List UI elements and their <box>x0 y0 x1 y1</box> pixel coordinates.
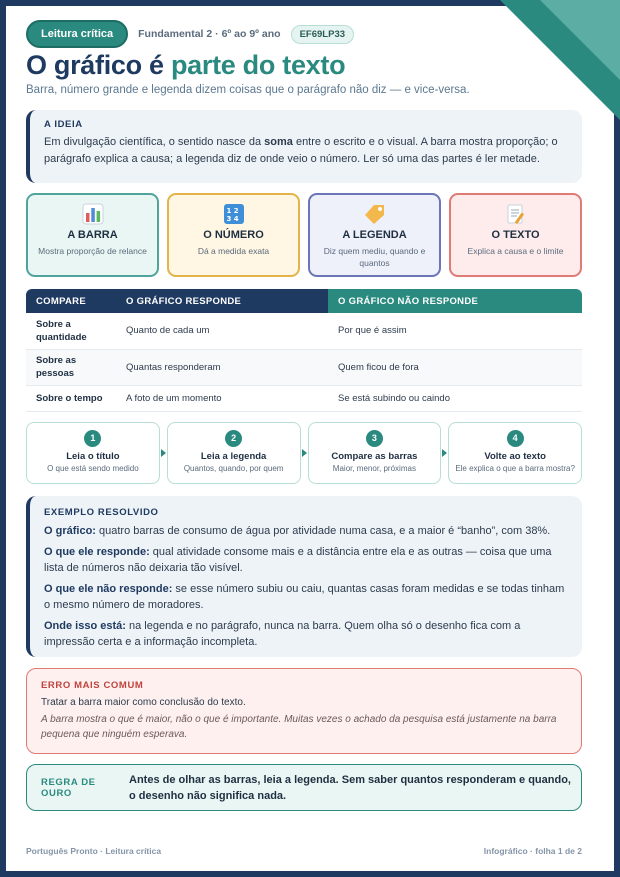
step-card <box>308 422 442 484</box>
table-header: O GRÁFICO NÃO RESPONDE <box>328 289 582 313</box>
footer-left: Português Pronto · Leitura crítica <box>26 846 162 856</box>
card-desc: Mostra proporção de relance <box>38 246 147 256</box>
bncc-code-badge: EF69LP33 <box>291 25 354 44</box>
example-item <box>44 523 568 539</box>
grade-label: Fundamental 2 · 6º ao 9º ano <box>138 28 281 40</box>
footer-right: Infográfico · folha 1 de 2 <box>483 846 582 856</box>
worked-example <box>26 496 582 657</box>
error-note: A barra mostra o que é maior, não o que é importante. Muitas vezes o achado da pesquisa está justamente na barra pequena que ninguém esperava. <box>41 714 557 740</box>
step-title: Leia o título <box>66 451 120 462</box>
card-bar <box>26 193 159 277</box>
table-row <box>26 349 582 385</box>
example-key: O que ele responde: <box>44 546 150 558</box>
step-title: Compare as barras <box>331 451 418 462</box>
category-pill: Leitura crítica <box>26 20 128 48</box>
card-title: A BARRA <box>67 229 118 241</box>
corner-decoration <box>500 0 620 120</box>
example-label: EXEMPLO RESOLVIDO <box>44 507 159 518</box>
table-header-row <box>26 289 582 313</box>
example-value: na legenda e no parágrafo, nunca na barra. Quem olha só o desenho fica com a impressão certa e a informação incompleta. <box>44 620 521 648</box>
arrow-right-icon <box>302 449 307 457</box>
row-header: Sobre as pessoas <box>26 349 116 385</box>
table-cell: Se está subindo ou caindo <box>328 385 582 411</box>
header <box>26 20 526 48</box>
step-card <box>167 422 301 484</box>
bar-chart-icon <box>28 203 157 225</box>
numbers-icon <box>169 203 298 225</box>
idea-text-2: entre o escrito e o visual. A barra mostra proporção; o parágrafo explica a causa; a legenda diz de onde veio o número. Ler só uma das partes é ler metade. <box>44 136 558 165</box>
idea-label: A IDEIA <box>44 119 83 130</box>
example-key: O gráfico: <box>44 525 96 537</box>
example-value: se esse número subiu ou caiu, quantas casas foram medidas e se todas tinham o mesmo número de moradores. <box>44 583 565 611</box>
idea-text-1: Em divulgação científica, o sentido nasce da <box>44 136 265 148</box>
table-cell: Quanto de cada um <box>116 313 328 349</box>
card-legend <box>308 193 441 277</box>
step-desc: Maior, menor, próximas <box>332 464 416 473</box>
step-title: Leia a legenda <box>200 451 267 462</box>
arrow-right-icon <box>442 449 447 457</box>
step-card <box>448 422 582 484</box>
title-part-1: O gráfico é <box>26 50 171 80</box>
idea-box <box>26 110 582 183</box>
memo-icon <box>451 203 580 225</box>
concept-cards <box>26 193 582 277</box>
example-key: O que ele não responde: <box>44 583 173 595</box>
table-header: COMPARE <box>26 289 116 313</box>
golden-rule-text: Antes de olhar as barras, leia a legenda. Sem saber quantos responderam e quando, o desenho não significa nada. <box>129 773 571 802</box>
step-title: Volte ao texto <box>484 451 546 462</box>
card-desc: Explica a causa e o limite <box>467 246 564 256</box>
card-number <box>167 193 300 277</box>
golden-rule-box <box>26 764 582 811</box>
compare-table <box>26 289 582 412</box>
example-value: quatro barras de consumo de água por atividade numa casa, e a maior é “banho”, com 38%. <box>95 525 551 537</box>
table-header: O GRÁFICO RESPONDE <box>116 289 328 313</box>
example-value: qual atividade consome mais e a distância entre ela e as outras — coisa que uma lista de números não deixaria tão visível. <box>44 546 552 574</box>
svg-text:3 4: 3 4 <box>226 215 239 223</box>
step-desc: Quantos, quando, por quem <box>183 464 284 473</box>
footer <box>26 846 582 856</box>
svg-text:1 2: 1 2 <box>226 207 239 215</box>
page-subtitle: Barra, número grande e legenda dizem coisas que o parágrafo não diz — e vice-versa. <box>26 84 470 96</box>
step-number: 1 <box>84 430 101 447</box>
reading-steps <box>26 422 582 484</box>
arrow-right-icon <box>161 449 166 457</box>
table-cell: Quantas responderam <box>116 349 328 385</box>
title-part-2: parte do texto <box>170 50 346 80</box>
error-main: Tratar a barra maior como conclusão do texto. <box>41 697 246 708</box>
card-title: O NÚMERO <box>203 229 264 241</box>
table-cell: Por que é assim <box>328 313 582 349</box>
example-item <box>44 618 568 650</box>
idea-text <box>44 134 568 168</box>
example-key: Onde isso está: <box>44 620 126 632</box>
step-number: 4 <box>507 430 524 447</box>
idea-text-bold: soma <box>264 136 293 148</box>
page-title <box>26 50 345 81</box>
example-item <box>44 581 568 613</box>
step-number: 3 <box>366 430 383 447</box>
common-error-box <box>26 668 582 754</box>
card-title: O TEXTO <box>491 229 540 241</box>
error-label: ERRO MAIS COMUM <box>41 680 144 691</box>
golden-rule-label: REGRA DE OURO <box>41 776 96 799</box>
table-cell: Quem ficou de fora <box>328 349 582 385</box>
table-row <box>26 313 582 349</box>
step-desc: Ele explica o que a barra mostra? <box>455 464 575 473</box>
row-header: Sobre a quantidade <box>26 313 116 349</box>
tag-icon <box>310 203 439 225</box>
step-number: 2 <box>225 430 242 447</box>
row-header: Sobre o tempo <box>26 385 116 411</box>
card-title: A LEGENDA <box>342 229 407 241</box>
card-desc: Diz quem mediu, quando e quantos <box>323 246 426 268</box>
card-desc: Dá a medida exata <box>197 246 270 256</box>
step-card <box>26 422 160 484</box>
table-cell: A foto de um momento <box>116 385 328 411</box>
table-row <box>26 385 582 411</box>
example-item <box>44 544 568 576</box>
card-text <box>449 193 582 277</box>
step-desc: O que está sendo medido <box>47 464 139 473</box>
